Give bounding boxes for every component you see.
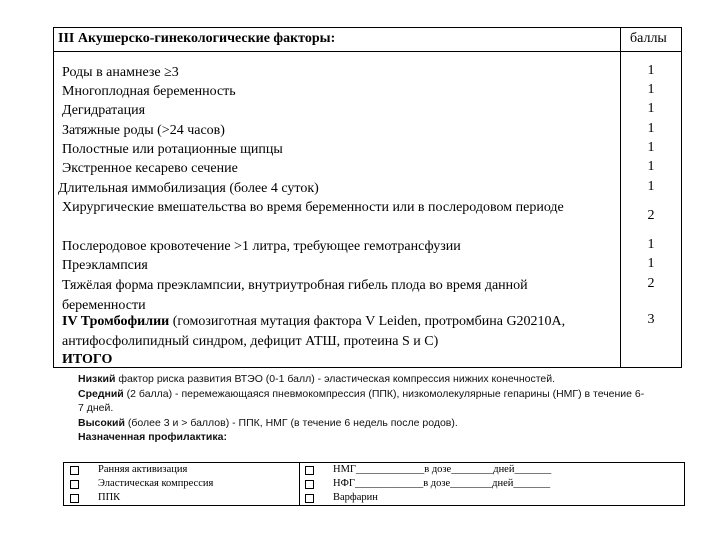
prophylaxis-option[interactable]: [305, 491, 378, 505]
table-row-score: 1: [647, 179, 655, 194]
option-label: Эластическая компрессия: [98, 478, 214, 489]
high-text: (более 3 и > баллов) - ППК, НМГ (в течение 6 недель после родов).: [124, 416, 458, 429]
column-divider: [299, 463, 300, 505]
checkbox[interactable]: [70, 494, 79, 503]
score-header: баллы: [630, 31, 667, 46]
option-label: Варфарин: [333, 492, 378, 503]
table-row-score: 1: [647, 101, 655, 116]
table-row-score: 2: [647, 208, 655, 223]
table-header: [54, 28, 681, 52]
table-row-label: Затяжные роды (>24 часов): [62, 123, 225, 138]
option-label: НМГ_____________в дозе________дней_______: [333, 464, 552, 475]
table-row-score: 1: [647, 63, 655, 78]
risk-legend: [78, 372, 648, 445]
total-label: ИТОГО: [62, 352, 113, 367]
table-row-label: Многоплодная беременность: [62, 84, 236, 99]
table-row-label: Длительная иммобилизация (более 4 суток): [58, 181, 319, 196]
option-label: ППК: [98, 492, 121, 503]
risk-factors-table: [53, 27, 682, 368]
prophylaxis-option[interactable]: [70, 463, 187, 477]
table-row-label: Полостные или ротационные щипцы: [62, 142, 283, 157]
legend-mid: [78, 387, 648, 416]
table-row-score: 1: [647, 256, 655, 271]
checkbox[interactable]: [70, 466, 79, 475]
low-label: Низкий: [78, 373, 116, 385]
high-label: Высокий: [78, 416, 125, 429]
table-row-label: Хирургические вмешательства во время беременности или в послеродовом периоде: [62, 200, 564, 215]
table-row-label: Дегидратация: [62, 103, 146, 118]
table-row-score: 1: [647, 140, 655, 155]
checkbox[interactable]: [70, 480, 79, 489]
table-row-label: Преэклампсия: [62, 258, 148, 273]
table-row-score: 1: [647, 159, 655, 174]
table-row-score: 1: [647, 237, 655, 252]
table-row-score: 2: [647, 276, 655, 291]
legend-high: [78, 416, 648, 431]
table-row-label: Послеродовое кровотечение >1 литра, требующее гемотрансфузии: [62, 239, 461, 254]
mid-text: (2 балла) - перемежающаяся пневмокомпрессия (ППК), низкомолекулярные гепарины (НМГ) в течение 6-7 дней.: [78, 387, 645, 414]
prophylaxis-option[interactable]: [70, 491, 120, 505]
table-row-label: Экстренное кесарево сечение: [62, 161, 238, 176]
option-label: Ранняя активизация: [98, 464, 188, 475]
table-row-label: Тяжёлая форма преэклампсии, внутриутробная гибель плода во время данной беременности: [62, 278, 528, 313]
option-label: НФГ_____________в дозе________дней_______: [333, 478, 551, 489]
table-row-label: Роды в анамнезе ≥3: [62, 65, 179, 80]
thrombophilia-score: 3: [647, 312, 655, 327]
checkbox[interactable]: [305, 466, 314, 475]
prophylaxis-option[interactable]: [70, 477, 213, 491]
prophylaxis-table: [63, 462, 685, 506]
thrombophilia-title: IV Тромбофилии: [62, 314, 170, 329]
section-title: III Акушерско-гинекологические факторы:: [58, 31, 336, 46]
prophylaxis-option[interactable]: [305, 477, 550, 491]
table-row-score: 1: [647, 121, 655, 136]
legend-low: [78, 372, 648, 387]
prescribed-label: Назначенная профилактика:: [78, 431, 227, 443]
thrombophilia-text: (гомозиготная мутация фактора V Leiden, протромбина G20210A, антифосфолипидный синдром, дефицит АТШ, протеина S и C): [62, 314, 566, 349]
table-row-score: 1: [647, 82, 655, 97]
thrombophilia-row: [62, 312, 612, 351]
checkbox[interactable]: [305, 494, 314, 503]
checkbox[interactable]: [305, 480, 314, 489]
mid-label: Средний: [78, 387, 124, 400]
low-text: фактор риска развития ВТЭО (0-1 балл) - эластическая компрессия нижних конечностей.: [115, 373, 556, 385]
prophylaxis-option[interactable]: [305, 463, 551, 477]
